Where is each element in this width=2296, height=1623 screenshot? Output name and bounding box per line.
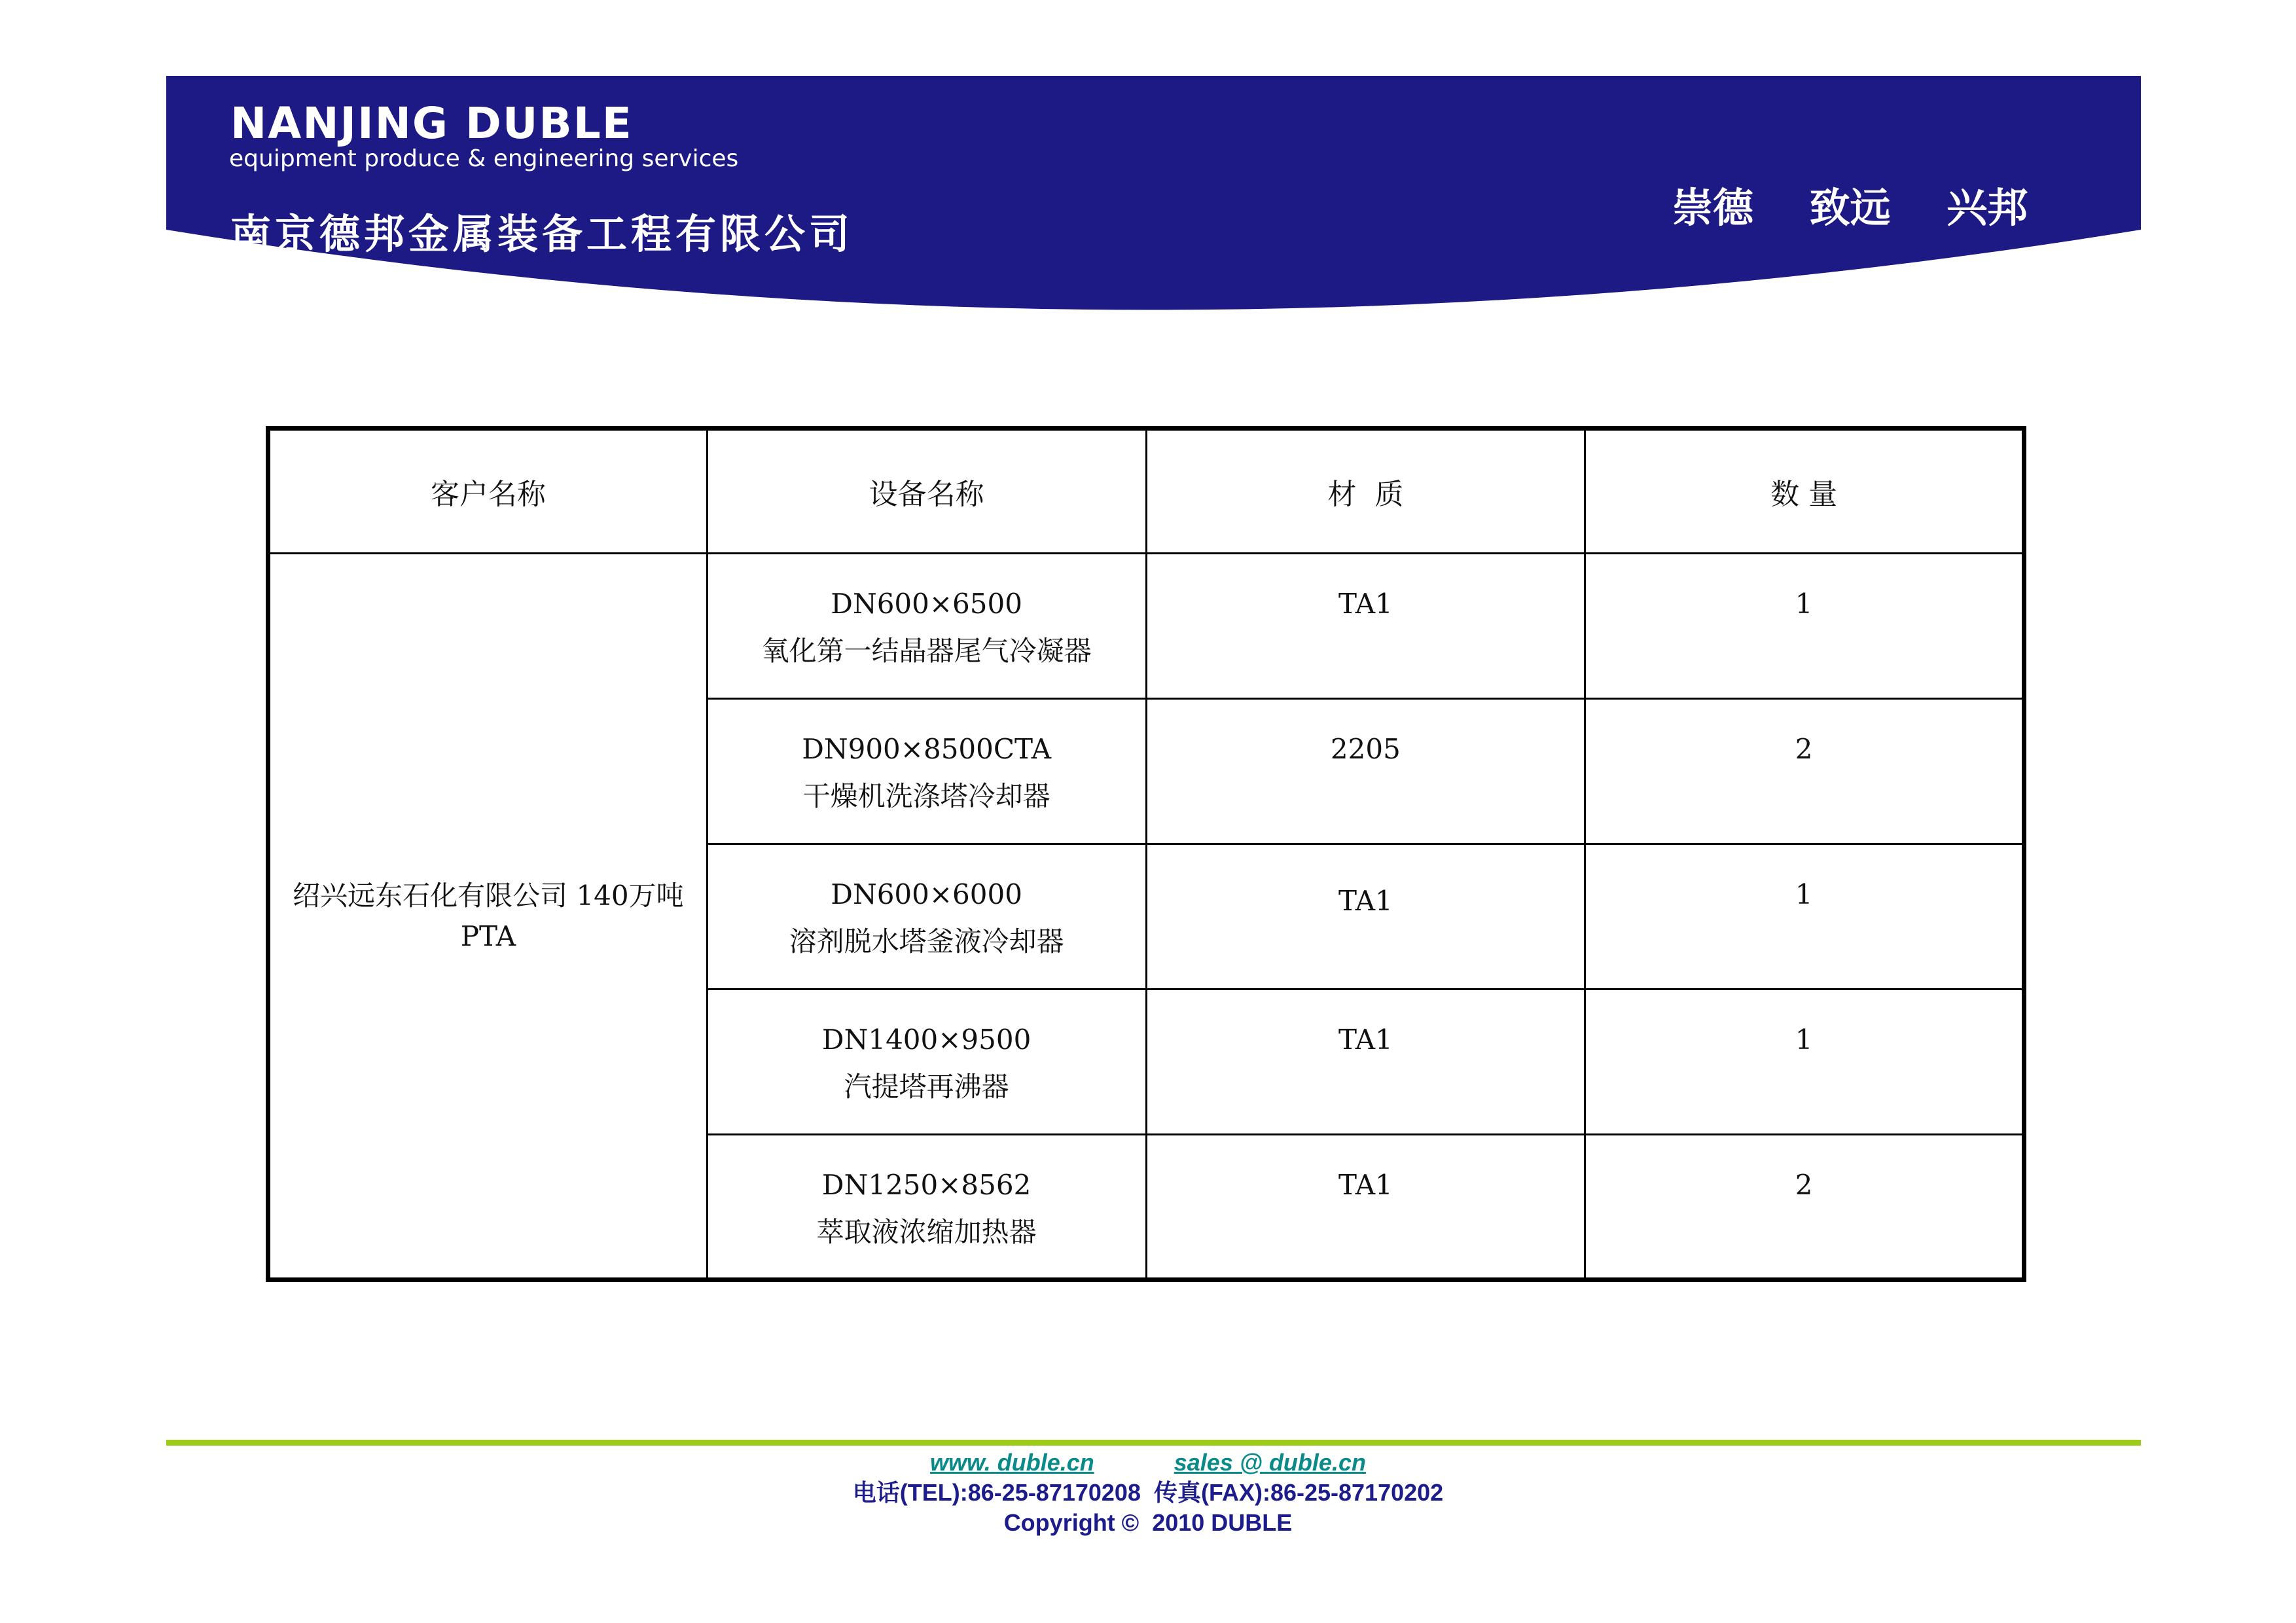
equipment-name: 干燥机洗涤塔冷却器 <box>802 780 1050 812</box>
email-link[interactable]: sales @ duble.cn <box>1174 1449 1366 1476</box>
equipment-spec: DN600×6500 <box>831 588 1022 620</box>
equipment-spec: DN600×6000 <box>831 878 1022 910</box>
header-equipment: 设备名称 <box>707 429 1146 554</box>
equipment-cell <box>707 699 1146 844</box>
website-link[interactable]: www. duble.cn <box>930 1449 1094 1476</box>
material-cell: TA1 <box>1146 844 1585 990</box>
header-quantity: 数 量 <box>1585 429 2024 554</box>
equipment-name: 萃取液浓缩加热器 <box>816 1216 1037 1248</box>
client-name-cell: 绍兴远东石化有限公司 140万吨PTA <box>268 554 708 1280</box>
copyright: Copyright © 2010 DUBLE <box>1003 1509 1293 1536</box>
footer <box>0 1448 2296 1538</box>
slogan-word: 兴邦 <box>1946 184 2028 232</box>
table-row <box>268 554 2024 699</box>
equipment-table <box>266 426 2026 1282</box>
company-tagline: equipment produce & engineering services <box>229 145 739 172</box>
quantity-cell: 1 <box>1585 554 2024 699</box>
footer-divider <box>166 1440 2141 1446</box>
slogan-word: 崇德 <box>1672 184 1754 232</box>
header-material: 材 质 <box>1146 429 1585 554</box>
company-name-en: NANJING DUBLE <box>230 98 633 149</box>
equipment-cell <box>707 1135 1146 1280</box>
equipment-spec: DN900×8500CTA <box>802 733 1052 765</box>
material-cell: TA1 <box>1146 1135 1585 1280</box>
quantity-cell: 1 <box>1585 990 2024 1135</box>
material-cell: 2205 <box>1146 699 1585 844</box>
material-cell: TA1 <box>1146 554 1585 699</box>
slogan-word: 致远 <box>1809 184 1891 232</box>
equipment-spec: DN1400×9500 <box>821 1024 1031 1056</box>
material-cell: TA1 <box>1146 990 1585 1135</box>
equipment-cell <box>707 554 1146 699</box>
contact-info: 电话(TEL):86-25-87170208 传真(FAX):86-25-87170202 <box>852 1479 1444 1506</box>
footer-links <box>0 1448 2296 1478</box>
quantity-cell: 1 <box>1585 844 2024 990</box>
equipment-cell <box>707 844 1146 990</box>
equipment-name: 溶剂脱水塔釜液冷却器 <box>789 925 1064 957</box>
equipment-name: 氧化第一结晶器尾气冷凝器 <box>761 635 1092 667</box>
company-name-cn: 南京德邦金属装备工程有限公司 <box>230 210 854 258</box>
table-header-row <box>268 429 2024 554</box>
quantity-cell: 2 <box>1585 1135 2024 1280</box>
equipment-cell <box>707 990 1146 1135</box>
equipment-spec: DN1250×8562 <box>821 1169 1031 1201</box>
header-client: 客户名称 <box>268 429 708 554</box>
quantity-cell: 2 <box>1585 699 2024 844</box>
company-slogan <box>1672 175 2028 234</box>
equipment-name: 汽提塔再沸器 <box>844 1071 1009 1103</box>
